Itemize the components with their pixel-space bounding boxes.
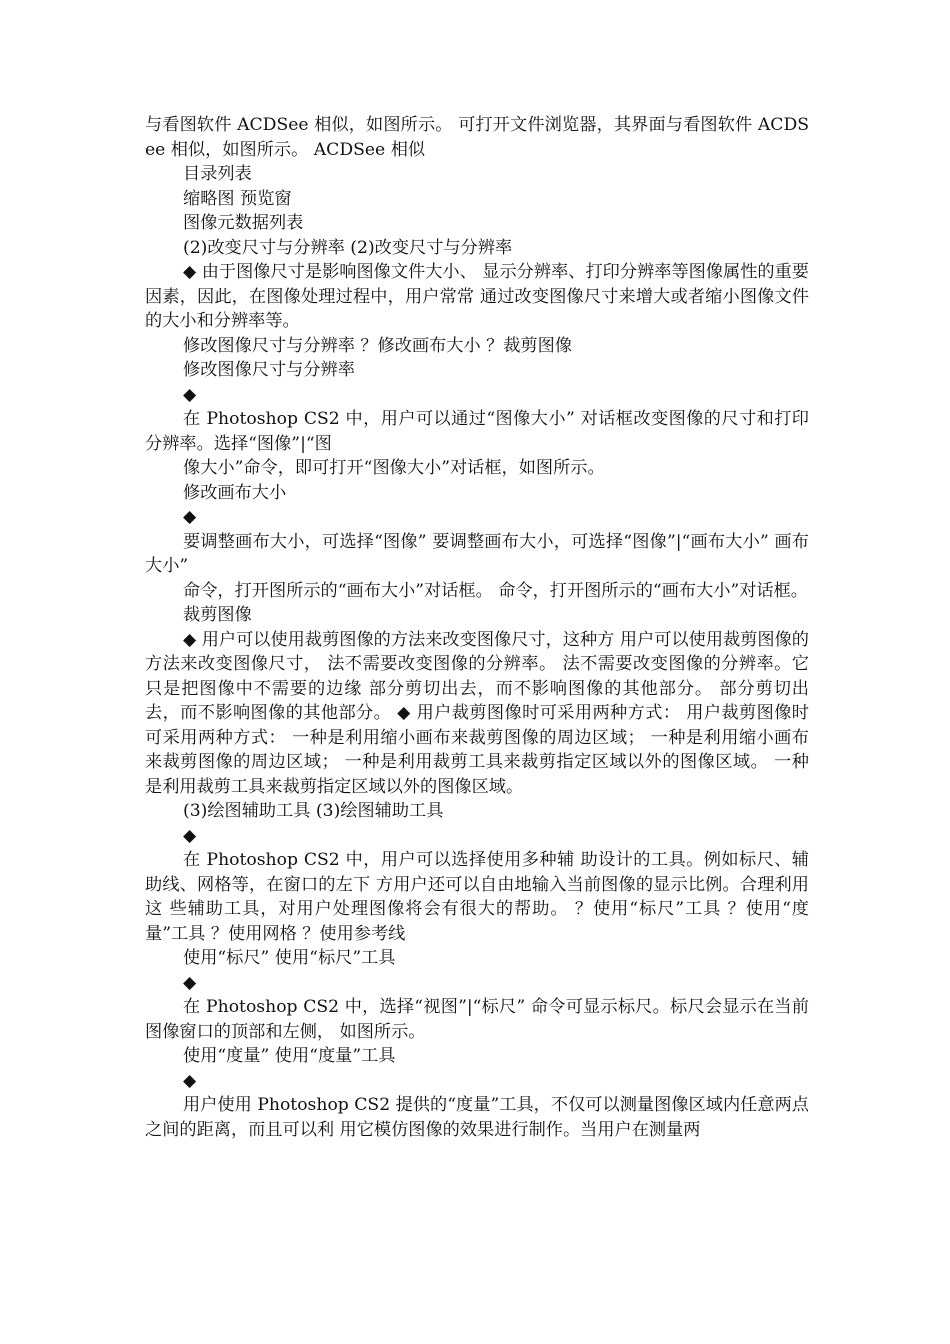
label-directory-list: 目录列表 [183,164,252,184]
paragraph-image-size-dialog: 在 Photoshop CS2 中，用户可以通过“图像大小” 对话框改变图像的尺寸和打印分辨率。选择“图像”|“图 [145,409,809,454]
bullet-marker: ◆ [183,384,197,405]
paragraph-image-size-factors: ◆ 由于图像尺寸是影响图像文件大小、 显示分辨率、打印分辨率等图像属性的重要 因素，因此，在图像处理过程中，用户常常 通过改变图像尺寸来增大或者缩小图像文件 的大小和分辨率等。 [145,262,809,331]
subheading-crop: 裁剪图像 [183,605,252,625]
bullet-marker: ◆ [183,507,197,527]
bullet-marker: ◆ [183,1070,197,1091]
paragraph-ruler: 在 Photoshop CS2 中，选择“视图”|“标尺” 命令可显示标尺。标尺会显示在当前图像窗口的顶部和左侧， 如图所示。 [145,997,809,1042]
paragraph-drawing-tools: 在 Photoshop CS2 中，用户可以选择使用多种辅 助设计的工具。例如标尺、辅助线、网格等，在窗口的左下 方用户还可以自由地输入当前图像的显示比例。合理利用这 些辅助工具，对用户处理图像将会有很大的帮助。 ？使用“标尺”工具 ？使用“度量”工具 ？使用网格 ？使用参考线 [145,850,809,944]
subheading-image-size: 修改图像尺寸与分辨率 [183,360,355,380]
label-thumbnail-preview: 缩略图 预览窗 [183,188,292,209]
section-heading-drawing-tools: (3)绘图辅助工具 (3)绘图辅助工具 [183,801,444,821]
section-heading-resize: (2)改变尺寸与分辨率 (2)改变尺寸与分辨率 [183,237,513,258]
subheading-ruler: 使用“标尺” 使用“标尺”工具 [183,948,396,968]
paragraph-canvas-size: 要调整画布大小，可选择“图像” 要调整画布大小，可选择“图像”|“画布大小” 画布大小” [145,531,809,576]
paragraph-crop: ◆ 用户可以使用裁剪图像的方法来改变图像尺寸，这种方 用户可以使用裁剪图像的方法来改变图像尺寸， 法不需要改变图像的分辨率。 法不需要改变图像的分辨率。它只是把图像中不需要的边缘 部分剪切出去，而不影响图像的其他部分。 部分剪切出去，而不影响图像的其他部分。 ◆ 用户裁剪图像时可采用两种方式： 用户裁剪图像时可采用两种方式： 一种是利用缩小画布来裁剪图像的周边区域； 一种是利用缩小画布来裁剪图像的周边区域； 一种是利用裁剪工具来裁剪指定区域以外的图像区域。 一种是利用裁剪工具来裁剪指定区域以外的图像区域。 [145,629,809,797]
label-metadata-list: 图像元数据列表 [183,213,304,233]
paragraph-measure: 用户使用 Photoshop CS2 提供的“度量”工具，不仅可以测量图像区域内任意两点之间的距离，而且可以利 用它模仿图像的效果进行制作。当用户在测量两 [145,1095,809,1140]
bullet-marker: ◆ [183,825,197,846]
paragraph-intro: 与看图软件 ACDSee 相似，如图所示。 可打开文件浏览器，其界面与看图软件 ACDSee 相似，如图所示。 ACDSee 相似 [145,115,809,160]
subheading-canvas-size: 修改画布大小 [183,482,287,503]
bullet-marker: ◆ [183,972,197,993]
subheading-measure: 使用“度量” 使用“度量”工具 [183,1046,396,1066]
paragraph-image-size-command: 像大小”命令，即可打开“图像大小”对话框，如图所示。 [183,458,605,478]
subtopic-list: 修改图像尺寸与分辨率 ？修改画布大小 ？裁剪图像 [183,335,573,356]
document-body [145,113,809,1142]
paragraph-canvas-dialog: 命令，打开图所示的“画布大小”对话框。 命令，打开图所示的“画布大小”对话框。 [183,580,808,601]
